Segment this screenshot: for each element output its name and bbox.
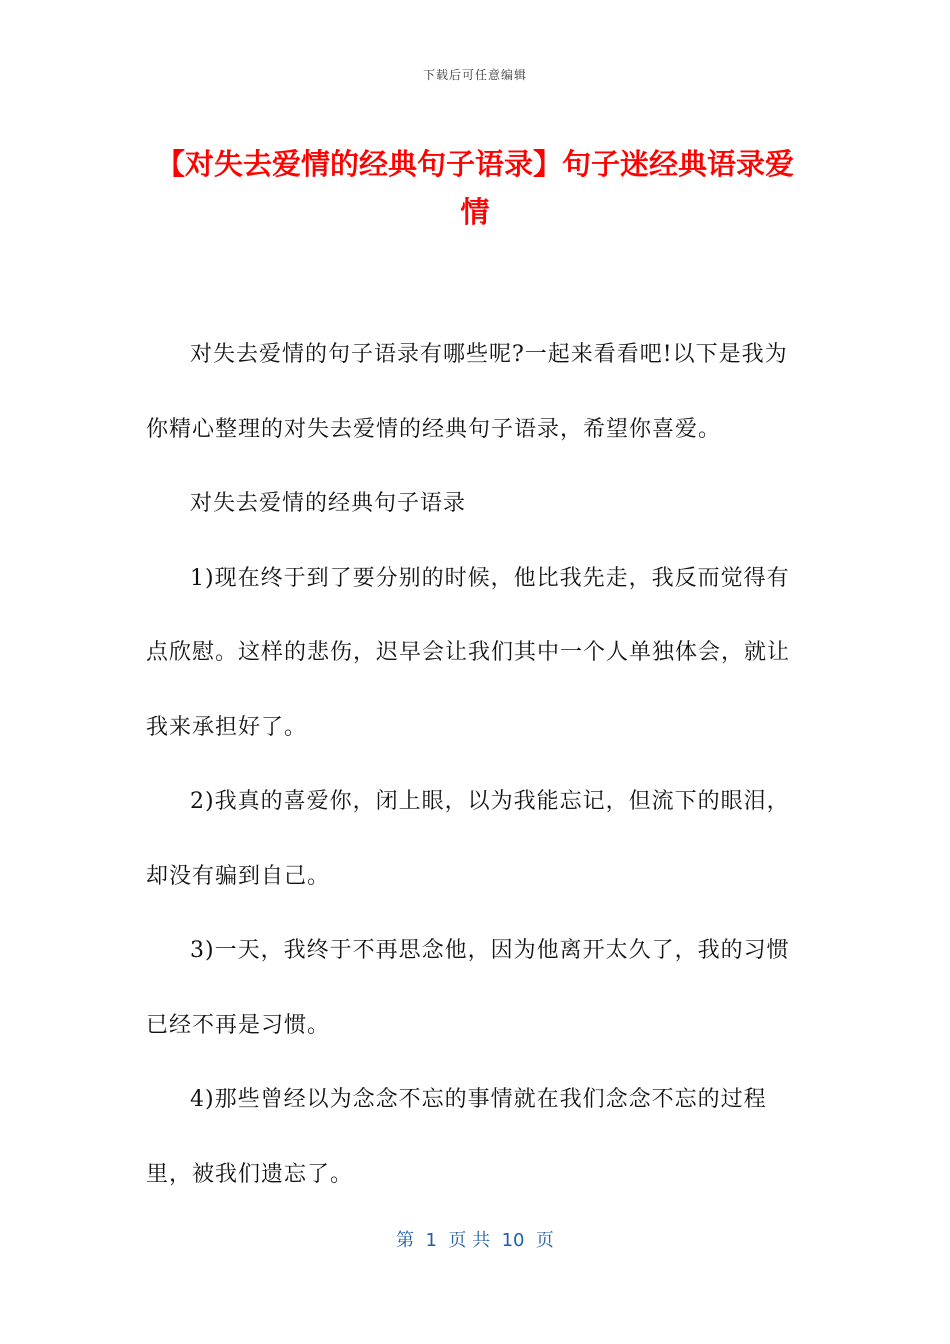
document-body: [146, 318, 806, 1212]
quote-item-2: 2)我真的喜爱你，闭上眼，以为我能忘记，但流下的眼泪，却没有骗到自己。: [146, 789, 790, 889]
page-number-footer: 第 1 页 共 10 页: [396, 1230, 554, 1251]
quote-item-4: 4)那些曾经以为念念不忘的事情就在我们念念不忘的过程里，被我们遗忘了。: [146, 1087, 767, 1187]
quote-item-3: 3)一天，我终于不再思念他，因为他离开太久了，我的习惯已经不再是习惯。: [146, 938, 790, 1038]
quote-item-1: 1)现在终于到了要分别的时候，他比我先走，我反而觉得有点欣慰。这样的悲伤，迟早会让我们其中一个人单独体会，就让我来承担好了。: [146, 565, 791, 740]
intro-paragraph: 对失去爱情的句子语录有哪些呢?一起来看看吧!以下是我为你精心整理的对失去爱情的经典句子语录，希望你喜爱。: [146, 342, 788, 442]
header-note: 下载后可任意编辑: [422, 68, 527, 82]
section-heading: 对失去爱情的经典句子语录: [190, 491, 467, 516]
document-title: 【对失去爱情的经典句子语录】句子迷经典语录爱情: [155, 147, 794, 229]
